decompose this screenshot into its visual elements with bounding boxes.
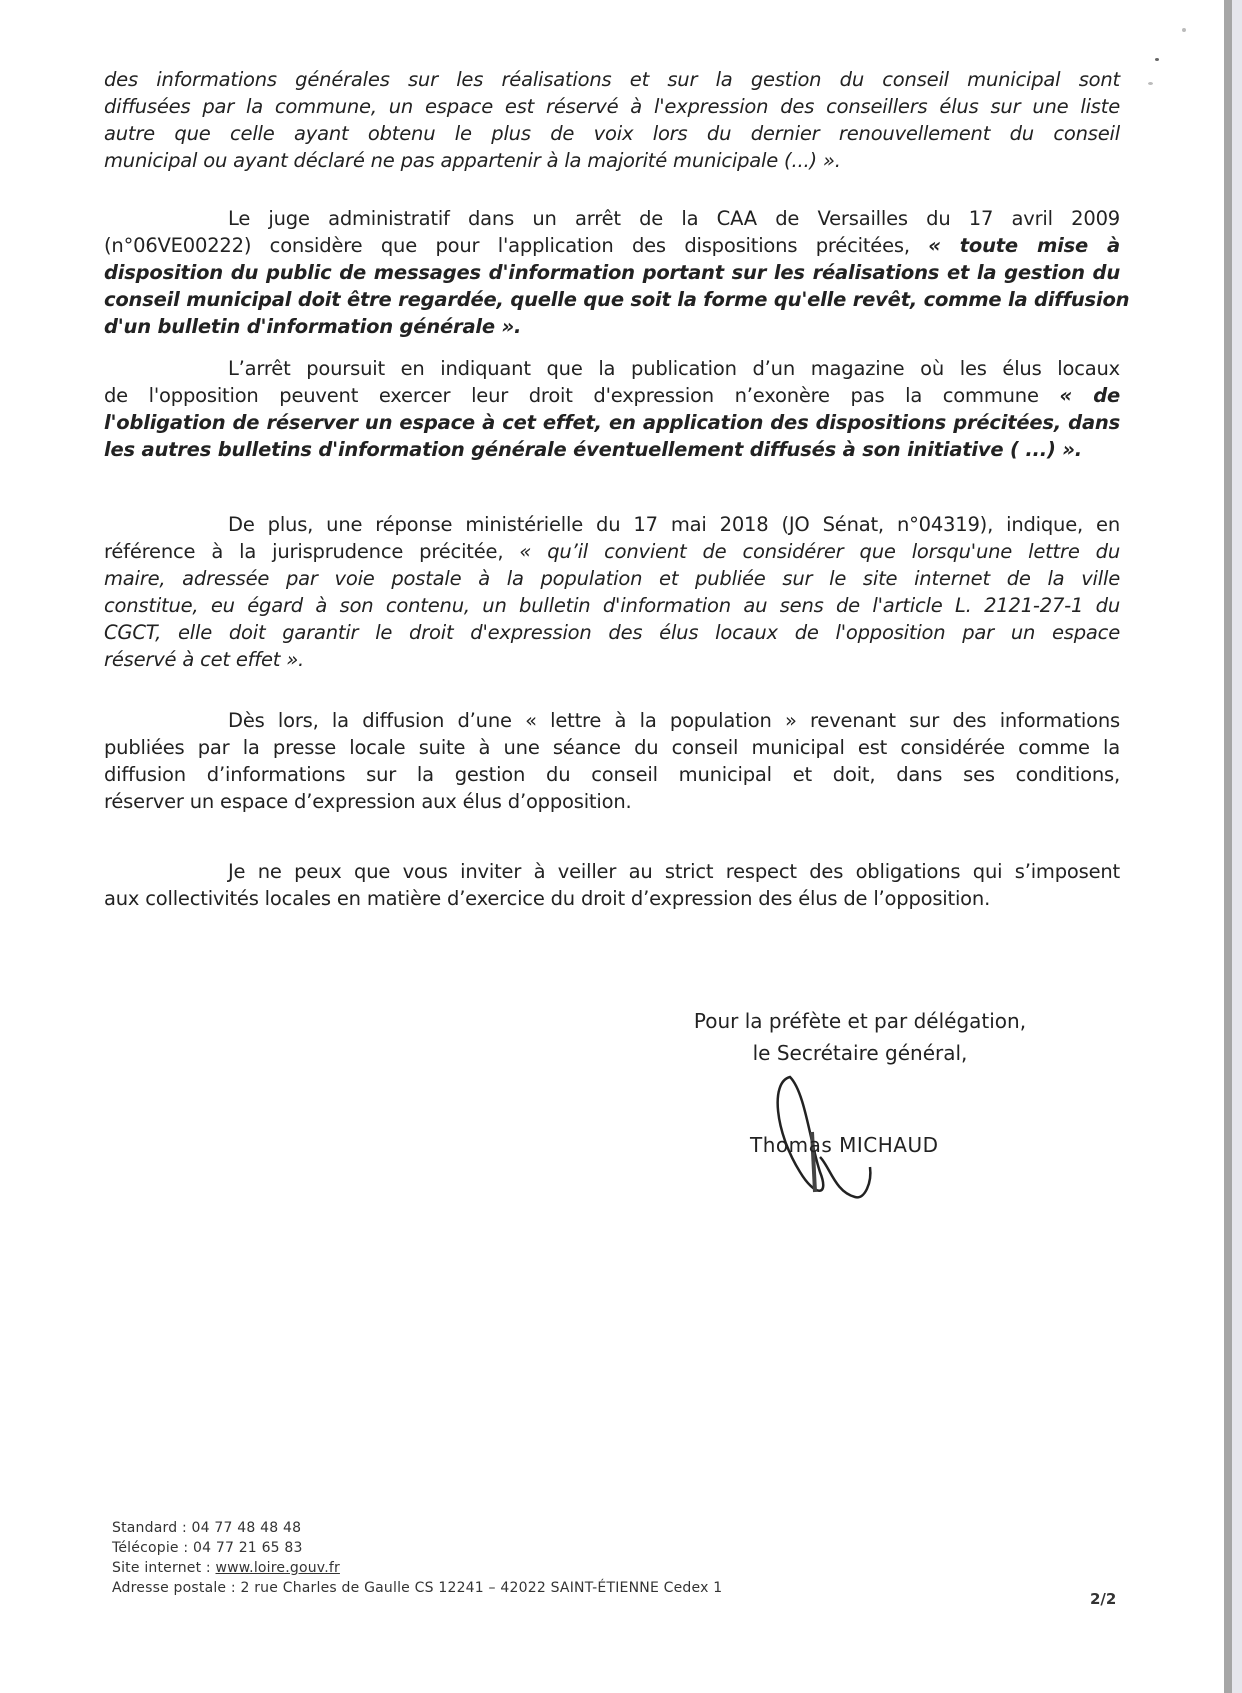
signature-line-1: Pour la préfète et par délégation,	[693, 1009, 1027, 1033]
scan-speck	[1148, 82, 1153, 85]
text-segment: constitue, eu égard à son contenu, un bulletin d'information au sens de l'article L. 2121-27-1 du	[104, 594, 1120, 617]
text-segment: d'un bulletin d'information générale ».	[104, 315, 522, 338]
footer-fax: Télécopie : 04 77 21 65 83	[112, 1540, 303, 1556]
text-segment: conseil municipal doit être regardée, quelle que soit la forme qu'elle revêt, comme la diffusion	[104, 288, 1130, 311]
text-line	[104, 382, 1120, 409]
scan-edge-shadow	[1224, 0, 1232, 1693]
text-line	[104, 409, 1120, 436]
text-line	[104, 313, 1120, 340]
text-segment: aux collectivités locales en matière d’exercice du droit d’expression des élus de l’opposition.	[104, 887, 991, 910]
text-line	[104, 565, 1120, 592]
text-line	[104, 788, 1120, 815]
scan-speck	[1182, 28, 1186, 32]
signatory-name: Thomas MICHAUD	[750, 1133, 939, 1157]
text-line	[104, 120, 1120, 147]
scan-speck	[1155, 58, 1159, 61]
text-segment: Le juge administratif dans un arrêt de la CAA de Versailles du 17 avril 2009	[228, 207, 1120, 230]
text-segment: diffusées par la commune, un espace est réservé à l'expression des conseillers élus sur une liste	[104, 95, 1120, 118]
text-segment: autre que celle ayant obtenu le plus de voix lors du dernier renouvellement du conseil	[104, 122, 1120, 145]
text-line	[104, 761, 1120, 788]
text-line	[104, 858, 1120, 885]
paragraph-6	[104, 858, 1120, 912]
scan-edge-background	[1232, 0, 1242, 1693]
text-segment: disposition du public de messages d'information portant sur les réalisations et la gestion du	[104, 261, 1120, 284]
text-line	[104, 707, 1120, 734]
text-segment: réservé à cet effet ».	[104, 648, 305, 671]
paragraph-4	[104, 511, 1120, 673]
footer-contact	[112, 1518, 722, 1598]
paragraph-5	[104, 707, 1120, 815]
text-line	[104, 205, 1120, 232]
text-segment: publiées par la presse locale suite à une séance du conseil municipal est considérée comme la	[104, 736, 1120, 759]
text-line	[104, 885, 1120, 912]
text-line	[104, 436, 1120, 463]
text-line	[104, 734, 1120, 761]
paragraph-1	[104, 66, 1120, 174]
text-line	[104, 286, 1130, 313]
text-segment: maire, adressée par voie postale à la population et publiée sur le site internet de la ville	[104, 567, 1120, 590]
text-line	[104, 355, 1120, 382]
text-segment: De plus, une réponse ministérielle du 17 mai 2018 (JO Sénat, n°04319), indique, en	[228, 513, 1120, 536]
website-link[interactable]: www.loire.gouv.fr	[215, 1560, 340, 1576]
text-segment: référence à la jurisprudence précitée,	[104, 540, 520, 563]
footer-website: Site internet : www.loire.gouv.fr	[112, 1560, 340, 1576]
text-segment: CGCT, elle doit garantir le droit d'expression des élus locaux de l'opposition par un espace	[104, 621, 1120, 644]
text-line	[104, 147, 1120, 174]
text-segment: Dès lors, la diffusion d’une « lettre à la population » revenant sur des informations	[228, 709, 1120, 732]
signature-block	[660, 1005, 1060, 1069]
signature-line-2: le Secrétaire général,	[752, 1041, 968, 1065]
text-segment: de l'opposition peuvent exercer leur droit d'expression n’exonère pas la commune	[104, 384, 1060, 407]
page-number: 2/2	[1090, 1590, 1117, 1608]
text-segment: diffusion d’informations sur la gestion du conseil municipal et doit, dans ses conditions,	[104, 763, 1120, 786]
text-segment: l'obligation de réserver un espace à cet effet, en application des dispositions précitées, dans	[104, 411, 1120, 434]
text-segment: « toute mise à	[928, 234, 1120, 257]
text-line	[104, 619, 1120, 646]
text-segment: municipal ou ayant déclaré ne pas appartenir à la majorité municipale (...) ».	[104, 149, 841, 172]
text-segment: des informations générales sur les réalisations et sur la gestion du conseil municipal sont	[104, 68, 1120, 91]
text-segment: Je ne peux que vous inviter à veiller au strict respect des obligations qui s’imposent	[228, 860, 1120, 883]
text-line	[104, 259, 1120, 286]
text-segment: les autres bulletins d'information générale éventuellement diffusés à son initiative ( ...) ».	[104, 438, 1082, 461]
text-line	[104, 93, 1120, 120]
text-line	[104, 232, 1120, 259]
text-segment: (n°06VE00222) considère que pour l'application des dispositions précitées,	[104, 234, 929, 257]
text-segment: « qu’il convient de considérer que lorsqu'une lettre du	[519, 540, 1121, 563]
footer-standard: Standard : 04 77 48 48 48	[112, 1520, 302, 1536]
text-segment: L’arrêt poursuit en indiquant que la publication d’un magazine où les élus locaux	[228, 357, 1120, 380]
text-segment: « de	[1059, 384, 1120, 407]
paragraph-3	[104, 355, 1120, 463]
paragraph-2	[104, 205, 1130, 340]
text-line	[104, 538, 1120, 565]
footer-address: Adresse postale : 2 rue Charles de Gaulle CS 12241 – 42022 SAINT-ÉTIENNE Cedex 1	[112, 1580, 723, 1596]
text-line	[104, 592, 1120, 619]
text-line	[104, 646, 1120, 673]
text-line	[104, 511, 1120, 538]
text-line	[104, 66, 1120, 93]
text-segment: réserver un espace d’expression aux élus d’opposition.	[104, 790, 632, 813]
